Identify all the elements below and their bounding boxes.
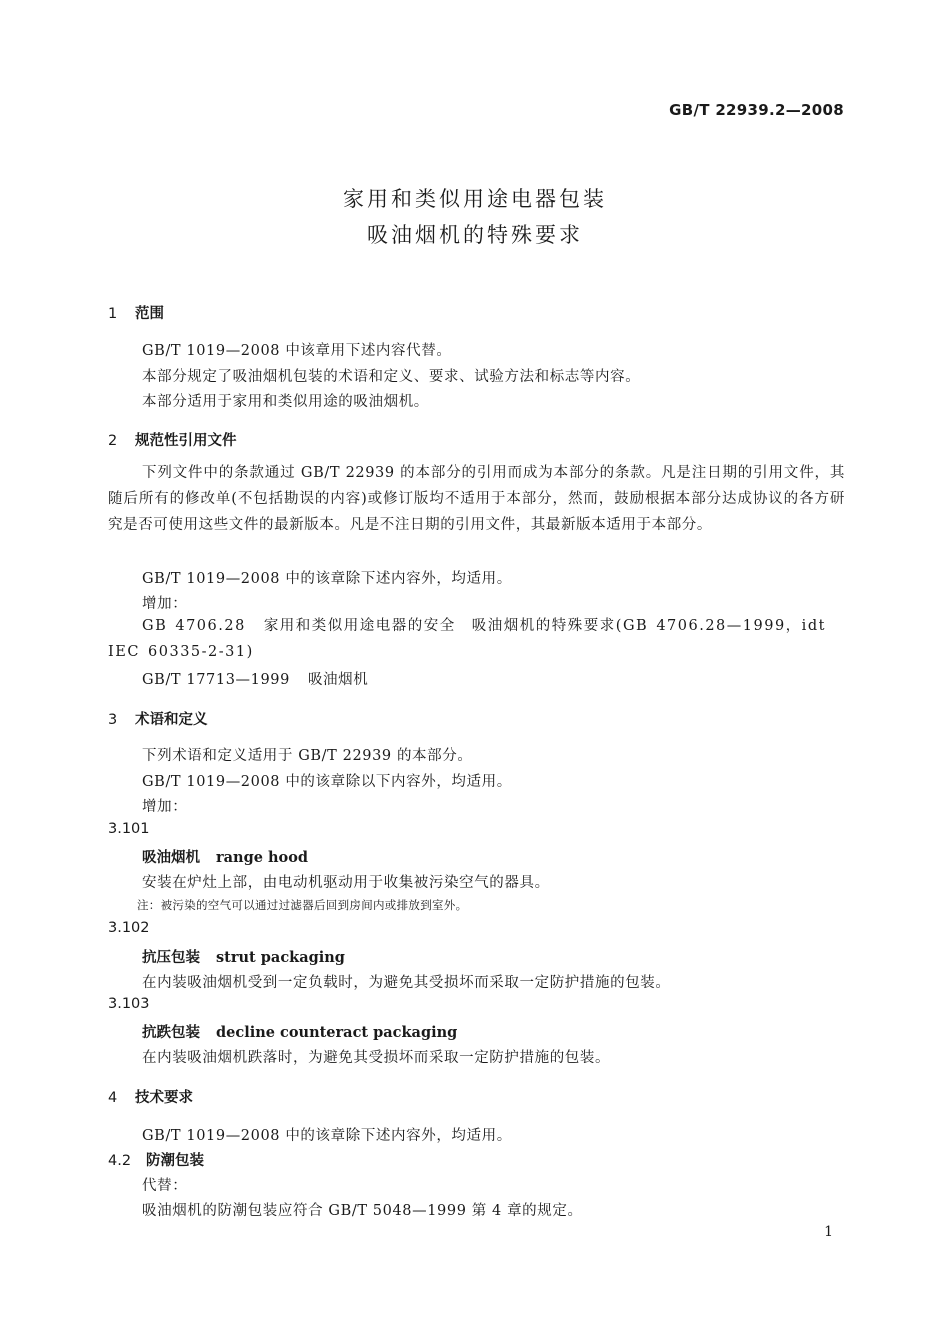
reference-code: GB/T 17713—1999 xyxy=(142,672,290,688)
section-number: 4 xyxy=(108,1090,118,1106)
paragraph: 代替： xyxy=(142,1178,188,1194)
term-definition: 安装在炉灶上部，由电动机驱动用于收集被污染空气的器具。 xyxy=(142,875,550,891)
section-title: 范围 xyxy=(135,306,164,322)
term-definition: 在内装吸油烟机跌落时，为避免其受损坏而采取一定防护措施的包装。 xyxy=(142,1050,611,1066)
standard-number: GB/T 22939.2—2008 xyxy=(669,101,844,119)
section-title: 技术要求 xyxy=(135,1090,193,1106)
section-title: 防潮包装 xyxy=(146,1153,204,1169)
term-heading xyxy=(142,846,308,867)
term-heading xyxy=(142,946,345,967)
paragraph: GB/T 1019—2008 中该章用下述内容代替。 xyxy=(142,343,452,359)
paragraph: GB/T 1019—2008 中的该章除下述内容外，均适用。 xyxy=(142,1128,512,1144)
section-2-heading xyxy=(108,429,237,450)
section-4-heading xyxy=(108,1086,193,1107)
term-english: range hood xyxy=(216,849,309,866)
subsection-4-2-heading xyxy=(108,1149,204,1170)
term-chinese: 抗压包装 xyxy=(142,950,200,966)
term-chinese: 抗跌包装 xyxy=(142,1025,200,1041)
paragraph: GB/T 1019—2008 中的该章除下述内容外，均适用。 xyxy=(142,571,512,587)
term-english: strut packaging xyxy=(216,949,345,966)
term-number: 3.103 xyxy=(108,996,150,1012)
reference-title: 吸油烟机 xyxy=(307,672,369,688)
section-number: 2 xyxy=(108,433,118,449)
term-note: 注：被污染的空气可以通过过滤器后回到房间内或排放到室外。 xyxy=(137,898,468,912)
section-title: 规范性引用文件 xyxy=(135,433,237,449)
section-number: 4.2 xyxy=(108,1153,132,1169)
paragraph: GB/T 1019—2008 中的该章除以下内容外，均适用。 xyxy=(142,774,512,790)
document-title-line1: 家用和类似用途电器包装 xyxy=(343,187,607,211)
reference-entry xyxy=(108,614,845,665)
paragraph: 本部分规定了吸油烟机包装的术语和定义、要求、试验方法和标志等内容。 xyxy=(142,369,641,385)
term-number: 3.102 xyxy=(108,920,150,936)
paragraph-normative-references: 下列文件中的条款通过 GB/T 22939 的本部分的引用而成为本部分的条款。凡是注日期的引用文件，其随后所有的修改单(不包括勘误的内容)或修订版均不适用于本部分，然而，鼓励根据本部分达成协议的各方研究是否可使用这些文件的最新版本。凡是不注日期的引用文件，其最新版本适用于本部分。 xyxy=(108,465,845,533)
reference-title: 家用和类似用途电器的安全 吸油烟机的特殊要求(GB 4706.28—1999，idt IEC 60335-2-31) xyxy=(108,618,826,660)
document-title-line2: 吸油烟机的特殊要求 xyxy=(367,223,583,247)
section-title: 术语和定义 xyxy=(135,712,208,728)
paragraph: 增加： xyxy=(142,799,188,815)
term-chinese: 吸油烟机 xyxy=(142,850,200,866)
term-heading xyxy=(142,1021,457,1042)
term-english: decline counteract packaging xyxy=(216,1024,458,1041)
reference-entry xyxy=(142,668,368,689)
paragraph: 下列术语和定义适用于 GB/T 22939 的本部分。 xyxy=(142,748,473,764)
term-definition: 在内装吸油烟机受到一定负载时，为避免其受损坏而采取一定防护措施的包装。 xyxy=(142,975,671,991)
page-number: 1 xyxy=(824,1224,833,1240)
paragraph: 吸油烟机的防潮包装应符合 GB/T 5048—1999 第 4 章的规定。 xyxy=(142,1203,583,1219)
section-number: 3 xyxy=(108,712,118,728)
paragraph: 增加： xyxy=(142,596,188,612)
section-1-heading xyxy=(108,302,164,323)
paragraph: 本部分适用于家用和类似用途的吸油烟机。 xyxy=(142,394,429,410)
reference-code: GB 4706.28 xyxy=(142,618,246,634)
term-number: 3.101 xyxy=(108,821,150,837)
section-number: 1 xyxy=(108,306,118,322)
section-3-heading xyxy=(108,708,208,729)
